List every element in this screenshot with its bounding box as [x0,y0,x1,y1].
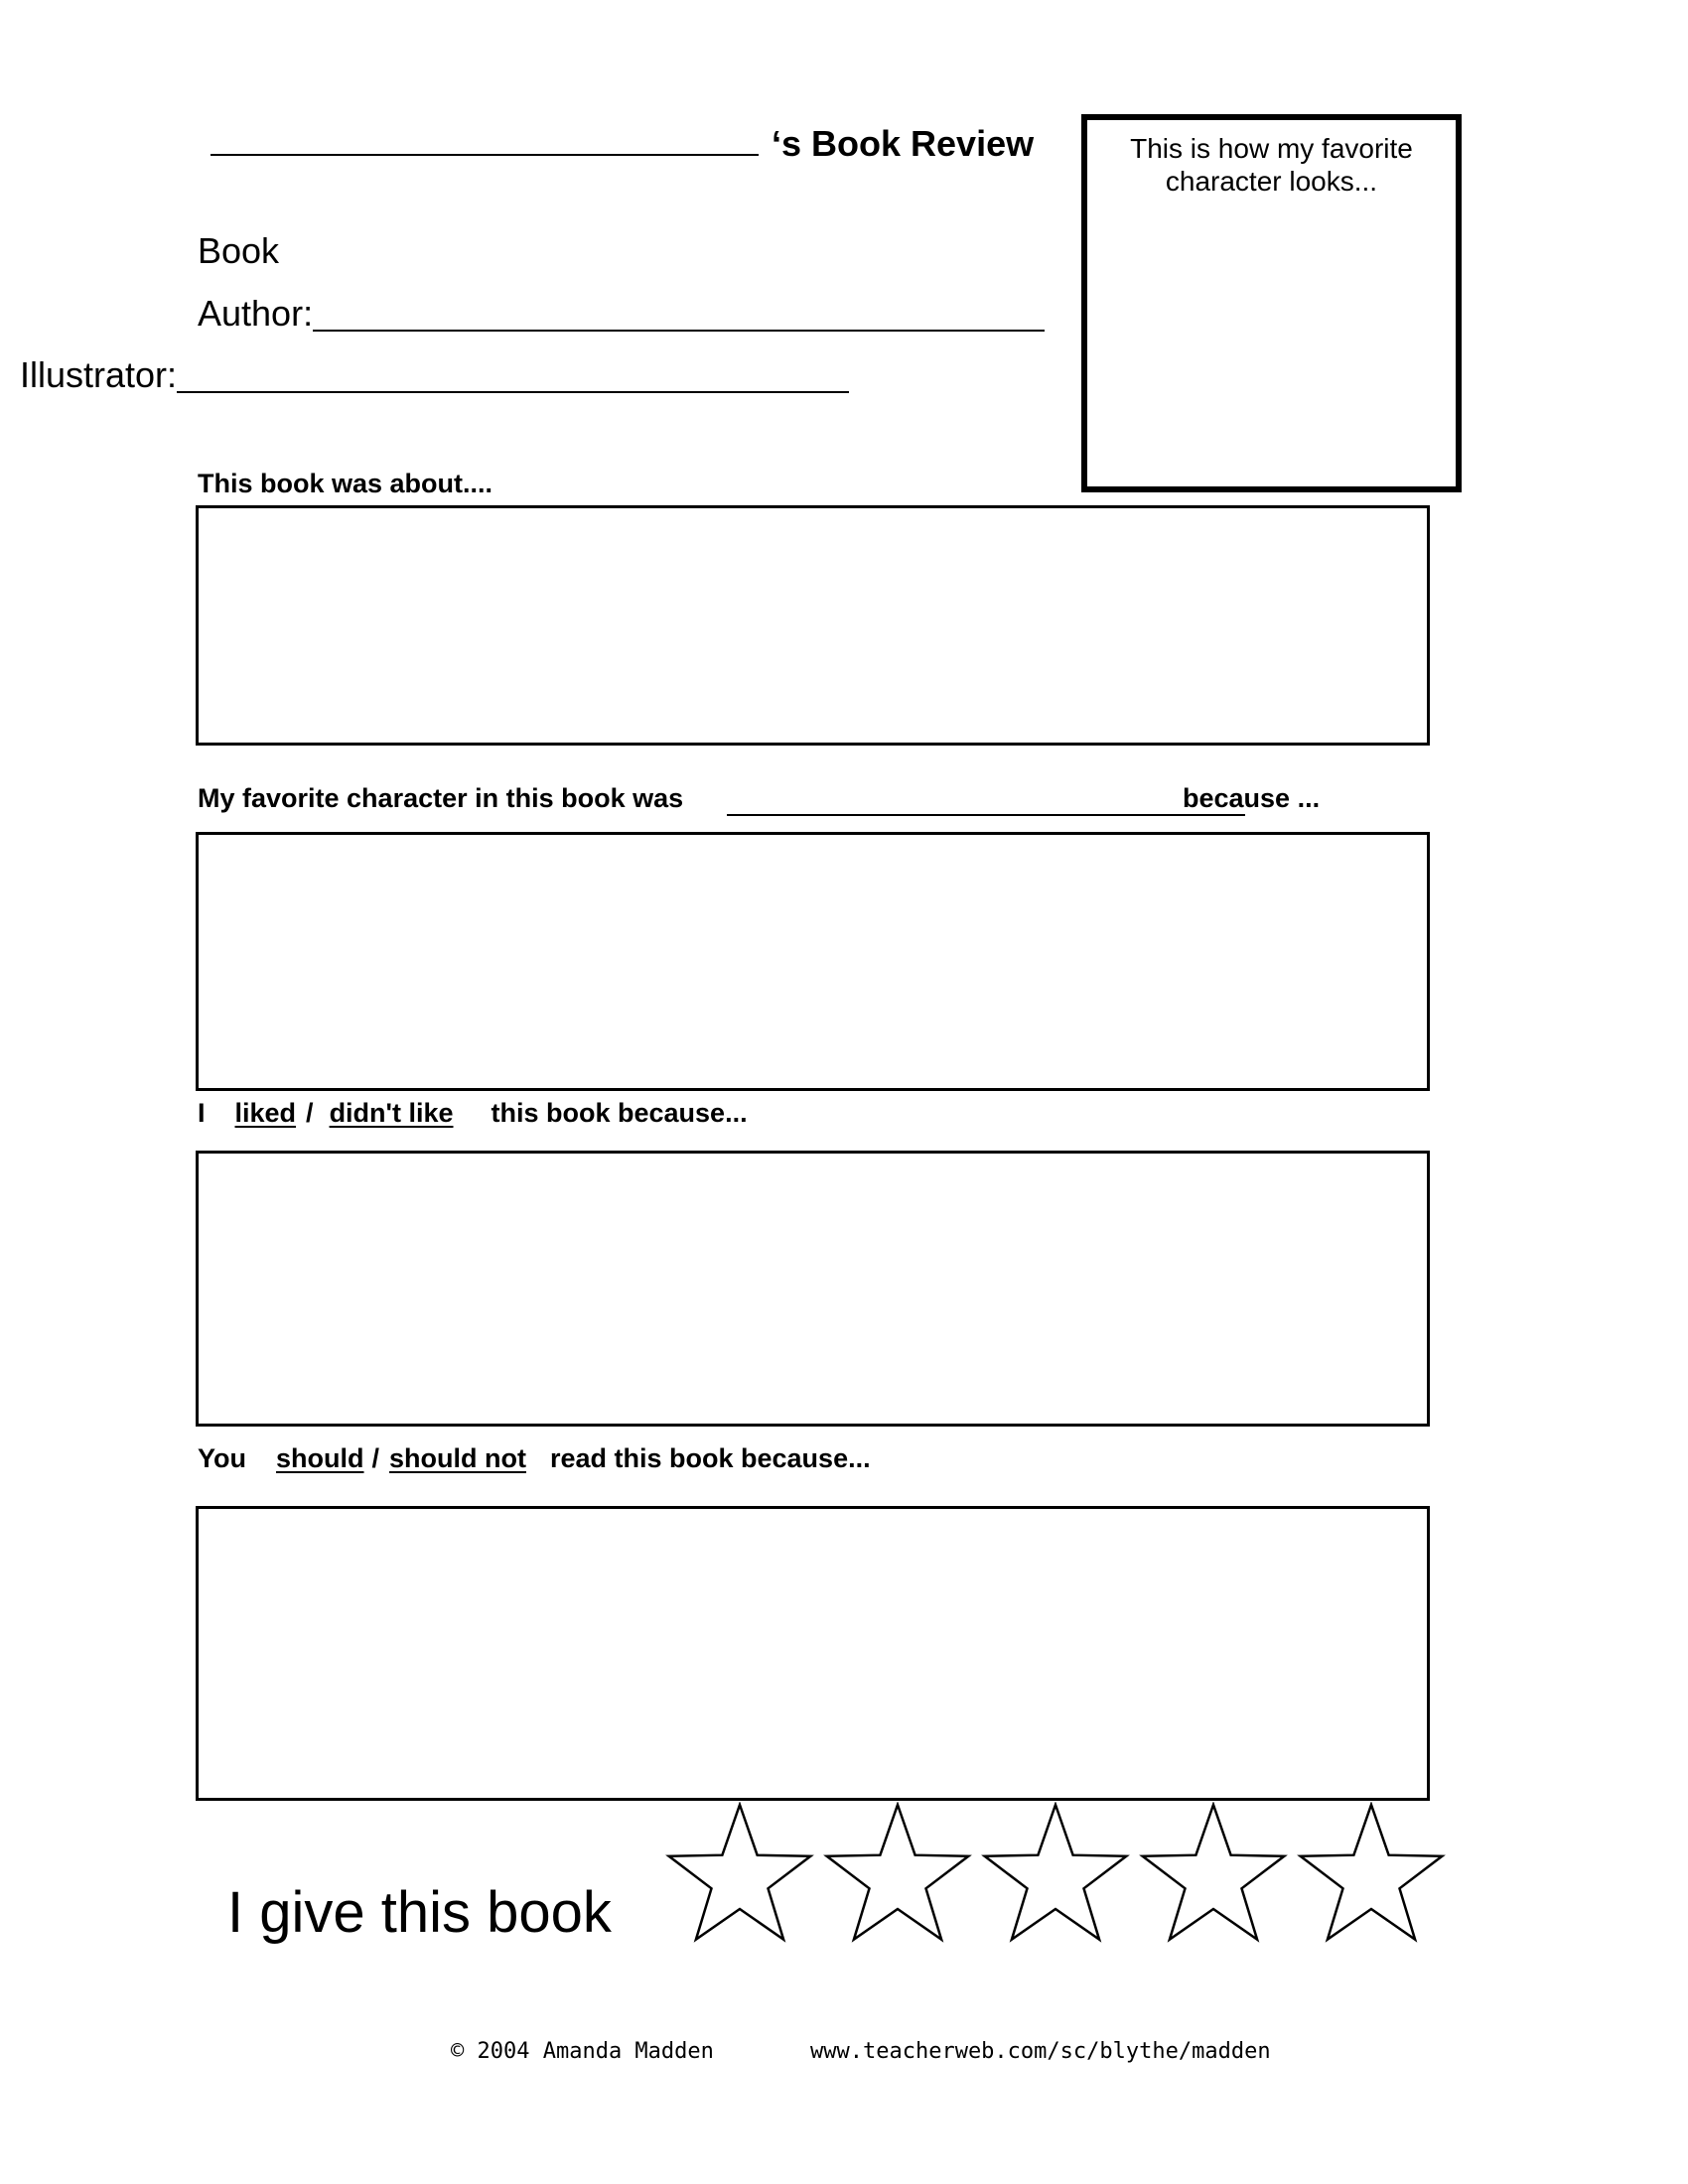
page-title: ‘s Book Review [772,123,1035,164]
author-line[interactable] [313,330,1045,332]
liked-suffix: this book because... [491,1098,748,1128]
should-not-option[interactable]: should not [389,1443,526,1473]
star-icon[interactable] [823,1802,972,1947]
star-icon[interactable] [981,1802,1130,1947]
favorite-character-prompt: My favorite character in this book was [198,783,684,813]
liked-writing-box[interactable] [196,1151,1430,1427]
should-option[interactable]: should [276,1443,364,1473]
website-url: www.teacherweb.com/sc/blythe/madden [810,2039,1271,2064]
book-label: Book [198,230,280,271]
recommend-writing-box[interactable] [196,1506,1430,1801]
star-icon[interactable] [665,1802,814,1947]
liked-option[interactable]: liked [234,1098,297,1128]
star-icon[interactable] [1297,1802,1446,1947]
favorite-character-line[interactable] [727,814,1245,816]
character-drawing-box[interactable] [1081,114,1462,492]
about-prompt: This book was about.... [198,469,493,498]
liked-prompt [198,1098,748,1129]
character-drawing-caption: This is how my favorite character looks... [1130,133,1413,197]
author-label: Author: [198,293,314,334]
recommend-prompt [198,1443,871,1474]
recommend-prefix: You [198,1443,246,1473]
illustrator-label: Illustrator: [20,354,178,395]
liked-separator: / [306,1098,314,1128]
recommend-suffix: read this book because... [549,1443,871,1473]
illustrator-line[interactable] [177,391,849,393]
rating-label: I give this book [227,1880,612,1945]
star-icon[interactable] [1139,1802,1288,1947]
should-separator: / [371,1443,380,1473]
copyright-notice: © 2004 Amanda Madden [451,2039,714,2064]
favorite-character-because: because ... [1183,783,1321,813]
didnt-like-option[interactable]: didn't like [329,1098,454,1128]
liked-prefix: I [198,1098,206,1128]
favorite-character-writing-box[interactable] [196,832,1430,1091]
about-writing-box[interactable] [196,505,1430,746]
reviewer-name-line[interactable] [211,154,759,156]
